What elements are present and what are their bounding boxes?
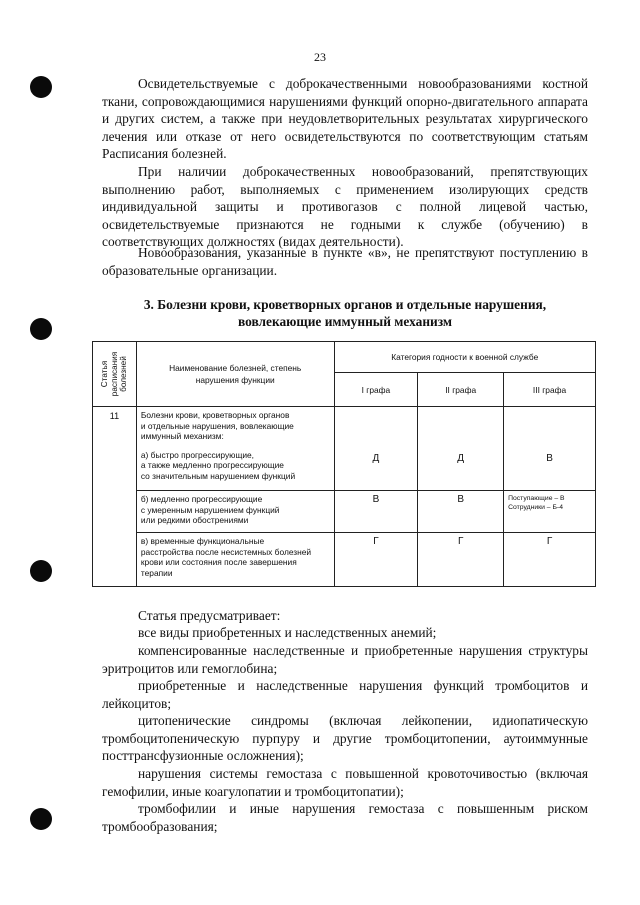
bottom-paragraph-5: цитопенические синдромы (включая лейкопении, идиопатическую тромбоцитопеническую пурпуру и другие тромбоцитопении, аутоиммунные посттрансфузионные осложнения); [102, 713, 588, 764]
paragraph-1: Освидетельствуемые с доброкачественными новообразованиями костной ткани, сопровождающимися нарушениями функций опорно-двигательного аппарата и других систем, а также при неудовлетворительных результатах хирургического лечения или отказе от него освидетельствуются по соответствующим статьям Расписания болезней. [102, 76, 588, 162]
header-category: Категория годности к военной службе [334, 342, 596, 373]
row-a-line: со значительным нарушением функций [140, 470, 296, 481]
header-graph-3: III графа [504, 373, 596, 407]
header-graph-1: I графа [334, 373, 418, 407]
article-number: 11 [93, 407, 137, 587]
section-heading-line-2: вовлекающие иммунный механизм [237, 314, 453, 329]
paragraph-3: Новообразования, указанные в пункте «в», не препятствуют поступлению в образовательные организации. [102, 245, 588, 278]
bottom-paragraph-3: компенсированные наследственные и приобретенные нарушения структуры эритроцитов или гемоглобина; [102, 643, 588, 676]
disease-cell-b [136, 491, 334, 533]
row-c-line: расстройства после несистемных болезней [140, 546, 312, 557]
section-heading-line-1: 3. Болезни крови, кроветворных органов и отдельные нарушения, [143, 297, 547, 312]
disease-cell-c [136, 533, 334, 587]
grade-c-3: Г [504, 533, 596, 587]
paragraph-2: При наличии доброкачественных новообразований, препятствующих выполнению работ, выполняемых с применением изолирующих средств индивидуальной защиты и противогазов с полной лицевой частью, освидетельствуемые признаются не годными к службе (обучению) в соответствующих должностях (видах деятельности). [102, 164, 588, 250]
fitness-category-table [92, 341, 596, 587]
section-heading [102, 296, 588, 330]
header-article-line: Статья [100, 360, 110, 388]
row-c-line: терапии [140, 567, 173, 578]
page-number: 23 [314, 50, 326, 64]
row-b-line: с умеренным нарушением функций [140, 504, 280, 515]
grade-c-2: Г [418, 533, 504, 587]
row-b-line: или редкими обострениями [140, 515, 249, 526]
table-row-a [93, 407, 596, 491]
header-article [93, 342, 137, 407]
bottom-paragraph-1: Статья предусматривает: [138, 608, 281, 623]
grade-b-3-line: Сотрудники – Б-4 [508, 504, 563, 511]
row-c-line: крови или состояния после завершения [140, 557, 297, 568]
header-article-line: болезней [119, 356, 129, 392]
grade-b-1: В [334, 491, 418, 533]
header-article-line: расписания [109, 351, 119, 397]
row-a-line: а также медленно прогрессирующие [140, 460, 284, 471]
intro-line: иммунный механизм: [140, 431, 224, 442]
grade-a-2: Д [418, 407, 504, 491]
row-a-line: а) быстро прогрессирующие, [140, 449, 255, 460]
row-b-line: б) медленно прогрессирующие [140, 494, 263, 504]
header-name-line: Наименование болезней, степень [169, 363, 302, 373]
bottom-paragraph-7: тромбофилии и иные нарушения гемостаза с повышенным риском тромбообразования; [102, 801, 588, 834]
bottom-paragraph-6: нарушения системы гемостаза с повышенной кровоточивостью (включая гемофилии, иные коагулопатии и тромбоцитопатии); [102, 766, 588, 799]
intro-line: Болезни крови, кроветворных органов [140, 410, 290, 420]
grade-b-2: В [418, 491, 504, 533]
intro-line: и отдельные нарушения, вовлекающие [140, 420, 294, 431]
table-row-c [93, 533, 596, 587]
grade-a-1: Д [334, 407, 418, 491]
disease-cell-a [136, 407, 334, 491]
binder-hole-4 [30, 808, 52, 830]
binder-hole-2 [30, 318, 52, 340]
header-disease-name [136, 342, 334, 407]
grade-b-3-line: Поступающие – В [508, 495, 565, 502]
table-row-b [93, 491, 596, 533]
header-name-line: нарушения функции [195, 375, 275, 385]
bottom-paragraph-2: все виды приобретенных и наследственных анемий; [138, 625, 437, 640]
row-c-line: в) временные функциональные [140, 536, 265, 546]
bottom-paragraph-4: приобретенные и наследственные нарушения функций тромбоцитов и лейкоцитов; [102, 678, 588, 711]
grade-c-1: Г [334, 533, 418, 587]
binder-hole-1 [30, 76, 52, 98]
binder-hole-3 [30, 560, 52, 582]
header-graph-2: II графа [418, 373, 504, 407]
grade-a-3: В [504, 407, 596, 491]
header-article-text [100, 352, 129, 396]
grade-b-3 [504, 491, 596, 533]
